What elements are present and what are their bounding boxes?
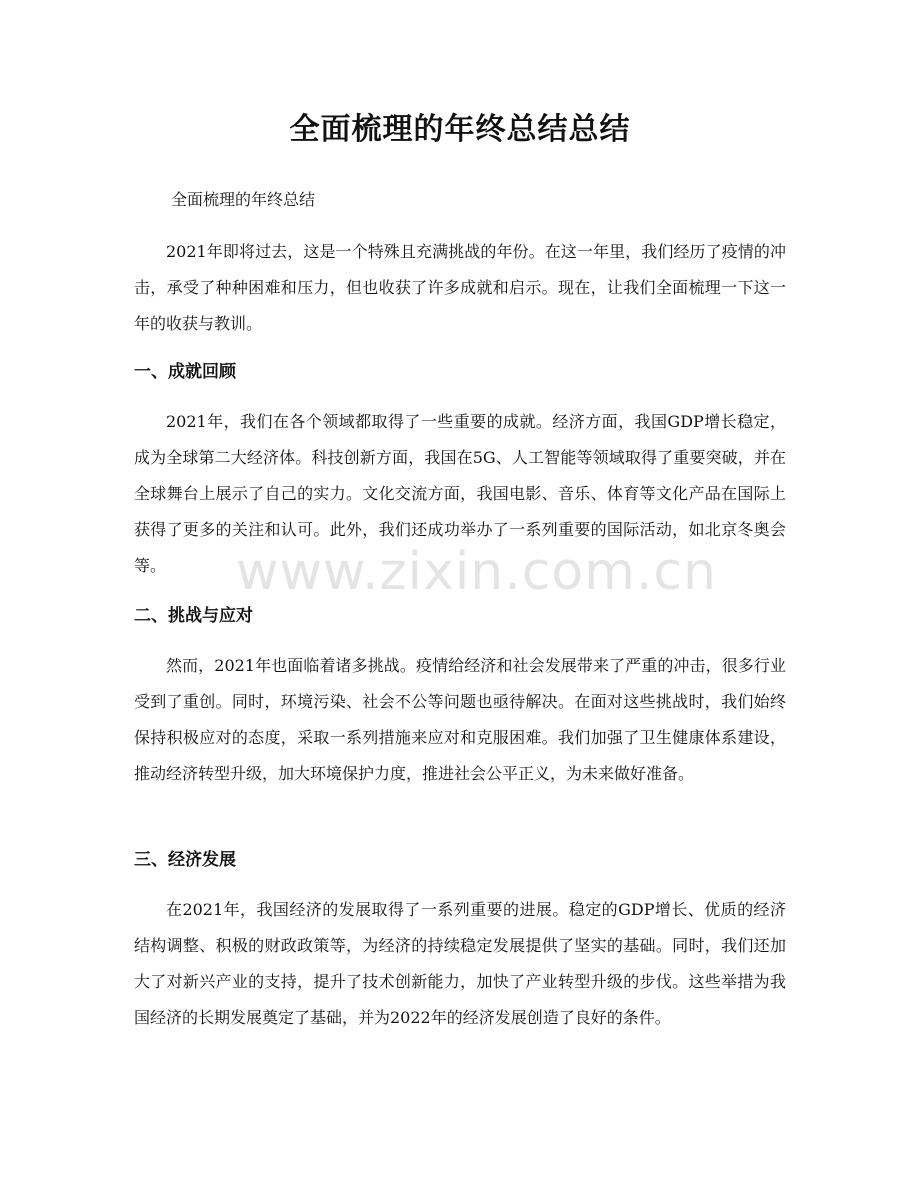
section-body-achievements: 2021年，我们在各个领域都取得了一些重要的成就。经济方面，我国GDP增长稳定，成为全球第二大经济体。科技创新方面，我国在5G、人工智能等领域取得了重要突破，并在全球舞台上展示了自己的实力。文化交流方面，我国电影、音乐、体育等文化产品在国际上获得了更多的关注和认可。此外，我们还成功举办了一系列重要的国际活动，如北京冬奥会等。 <box>134 412 786 575</box>
section-body-challenges: 然而，2021年也面临着诸多挑战。疫情给经济和社会发展带来了严重的冲击，很多行业受到了重创。同时，环境污染、社会不公等问题也亟待解决。在面对这些挑战时，我们始终保持积极应对的态度，采取一系列措施来应对和克服困难。我们加强了卫生健康体系建设，推动经济转型升级，加大环境保护力度，推进社会公平正义，为未来做好准备。 <box>134 656 786 783</box>
section-body-economy: 在2021年，我国经济的发展取得了一系列重要的进展。稳定的GDP增长、优质的经济结构调整、积极的财政政策等，为经济的持续稳定发展提供了坚实的基础。同时，我们还加大了对新兴产业的支持，提升了技术创新能力，加快了产业转型升级的步伐。这些举措为我国经济的长期发展奠定了基础，并为2022年的经济发展创造了良好的条件。 <box>134 900 786 1027</box>
watermark: www.zixin.com.cn <box>236 542 717 602</box>
section-heading-challenges: 二、挑战与应对 <box>134 606 253 626</box>
section-heading-achievements: 一、成就回顾 <box>134 362 236 382</box>
intro-paragraph: 2021年即将过去，这是一个特殊且充满挑战的年份。在这一年里，我们经历了疫情的冲击，承受了种种困难和压力，但也收获了许多成就和启示。现在，让我们全面梳理一下这一年的收获与教训。 <box>134 242 786 333</box>
section-heading-economy: 三、经济发展 <box>134 850 236 870</box>
document-subtitle: 全面梳理的年终总结 <box>171 190 316 209</box>
page-title: 全面梳理的年终总结总结 <box>289 112 631 147</box>
